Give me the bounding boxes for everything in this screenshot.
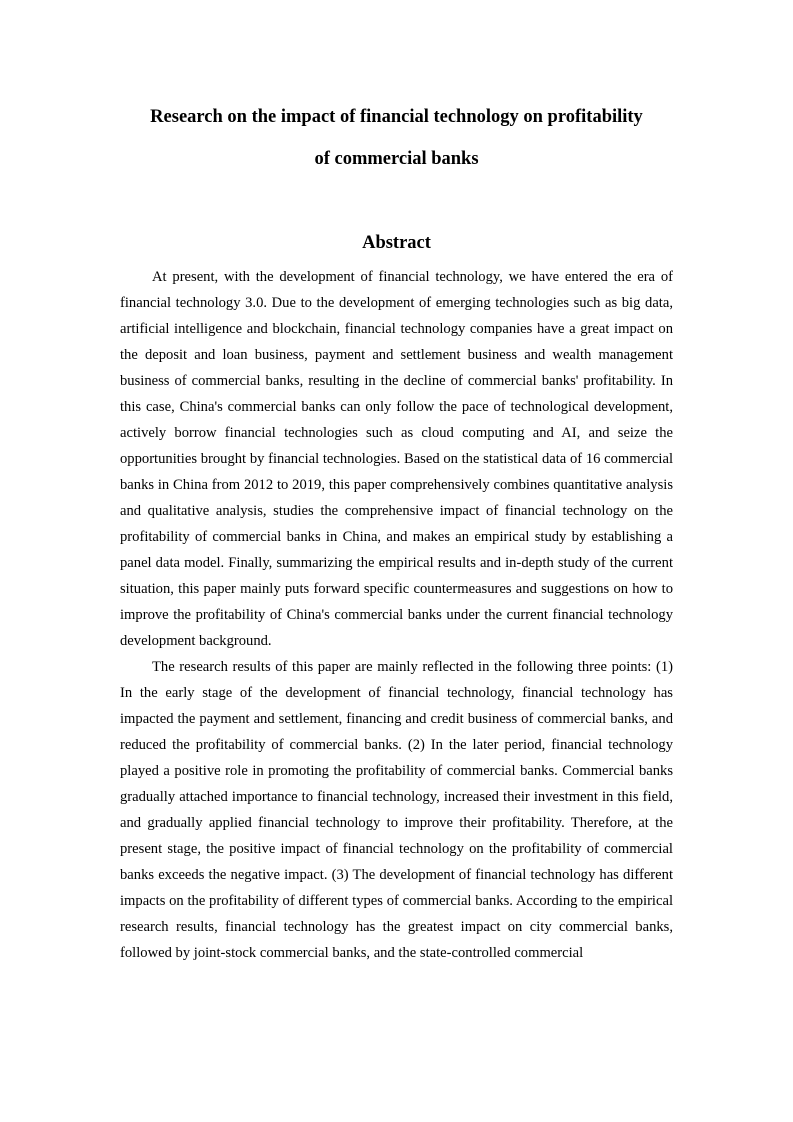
abstract-heading: Abstract xyxy=(362,233,431,253)
abstract-body xyxy=(120,264,673,966)
paper-title-line-1: Research on the impact of financial technology on profitability xyxy=(150,107,643,127)
abstract-paragraph-1: At present, with the development of financial technology, we have entered the era of financial technology 3.0. Due to the development of emerging technologies such as big data, artificial intelligence and blockchain, financial technology companies have a great impact on the deposit and loan business, payment and settlement business and wealth management business of commercial banks, resulting in the decline of commercial banks' profitability. In this case, China's commercial banks can only follow the pace of technological development, actively borrow financial technologies such as cloud computing and AI, and seize the opportunities brought by financial technologies. Based on the statistical data of 16 commercial banks in China from 2012 to 2019, this paper comprehensively combines quantitative analysis and qualitative analysis, studies the comprehensive impact of financial technology on the profitability of commercial banks in China, and makes an empirical study by establishing a panel data model. Finally, summarizing the empirical results and in-depth study of the current situation, this paper mainly puts forward specific countermeasures and suggestions on how to improve the profitability of China's commercial banks under the current financial technology development background. xyxy=(120,269,673,649)
abstract-paragraph-2: The research results of this paper are mainly reflected in the following three points: (1) In the early stage of the development of financial technology, financial technology has impacted the payment and settlement, financing and credit business of commercial banks, and reduced the profitability of commercial banks. (2) In the later period, financial technology played a positive role in promoting the profitability of commercial banks. Commercial banks gradually attached importance to financial technology, increased their investment in this field, and gradually applied financial technology to improve their profitability. Therefore, at the present stage, the positive impact of financial technology on the profitability of commercial banks exceeds the negative impact. (3) The development of financial technology has different impacts on the profitability of different types of commercial banks. According to the empirical research results, financial technology has the greatest impact on city commercial banks, followed by joint-stock commercial banks, and the state-controlled commercial xyxy=(120,659,673,961)
paper-title-line-2: of commercial banks xyxy=(314,149,479,169)
